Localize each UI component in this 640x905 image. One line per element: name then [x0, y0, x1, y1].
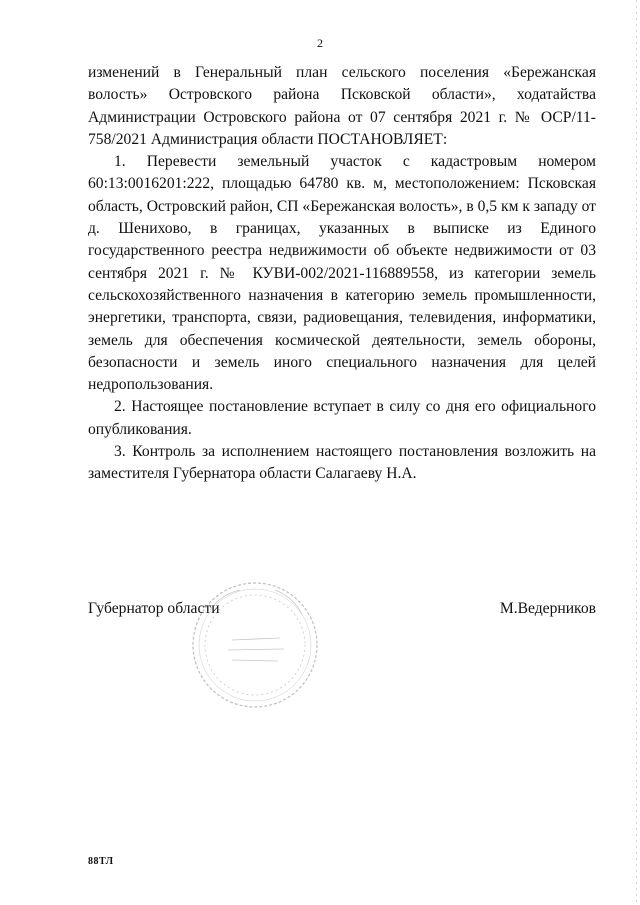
- item-paragraph-2: 2. Настоящее постановление вступает в силу со дня его официального опубликования.: [88, 398, 596, 438]
- page-number: 2: [317, 36, 323, 50]
- intro-paragraph: изменений в Генеральный план сельского поселения «Бережанская волость» Островского района Псковской области», ходатайства Администрации Островского района от 07 сентября 2021 г. № ОСР/11-758/2021 Администрация области ПОСТАНОВЛЯЕТ:: [88, 64, 596, 148]
- signature-title: Губернатор области: [88, 600, 220, 617]
- item-paragraph-3: 3. Контроль за исполнением настоящего постановления возложить на заместителя Губернатора области Салагаеву Н.А.: [88, 443, 596, 483]
- item-paragraph-1: 1. Перевести земельный участок с кадастровым номером 60:13:0016201:222, площадью 64780 кв. м, местоположением: Псковская область, Островский район, СП «Бережанская волость», в 0,5 км к западу от д. Шенихово, в границах, указанных в выписке из Единого государственного реестра недвижимости об объекте недвижимости от 03 сентября 2021 г. № КУВИ-002/2021-116889558, из категории земель сельскохозяйственного назначения в категорию земель промышленности, энергетики, транспорта, связи, радиовещания, телевидения, информатики, земель для обеспечения космической деятельности, земель обороны, безопасности и земель иного специального назначения для целей недропользования.: [88, 153, 596, 394]
- footer-code: 88ТЛ: [88, 856, 114, 867]
- signature-name: М.Ведерников: [499, 600, 596, 617]
- official-seal: [180, 570, 330, 720]
- document-body: [88, 62, 596, 486]
- scan-edge-mark: [636, 0, 637, 905]
